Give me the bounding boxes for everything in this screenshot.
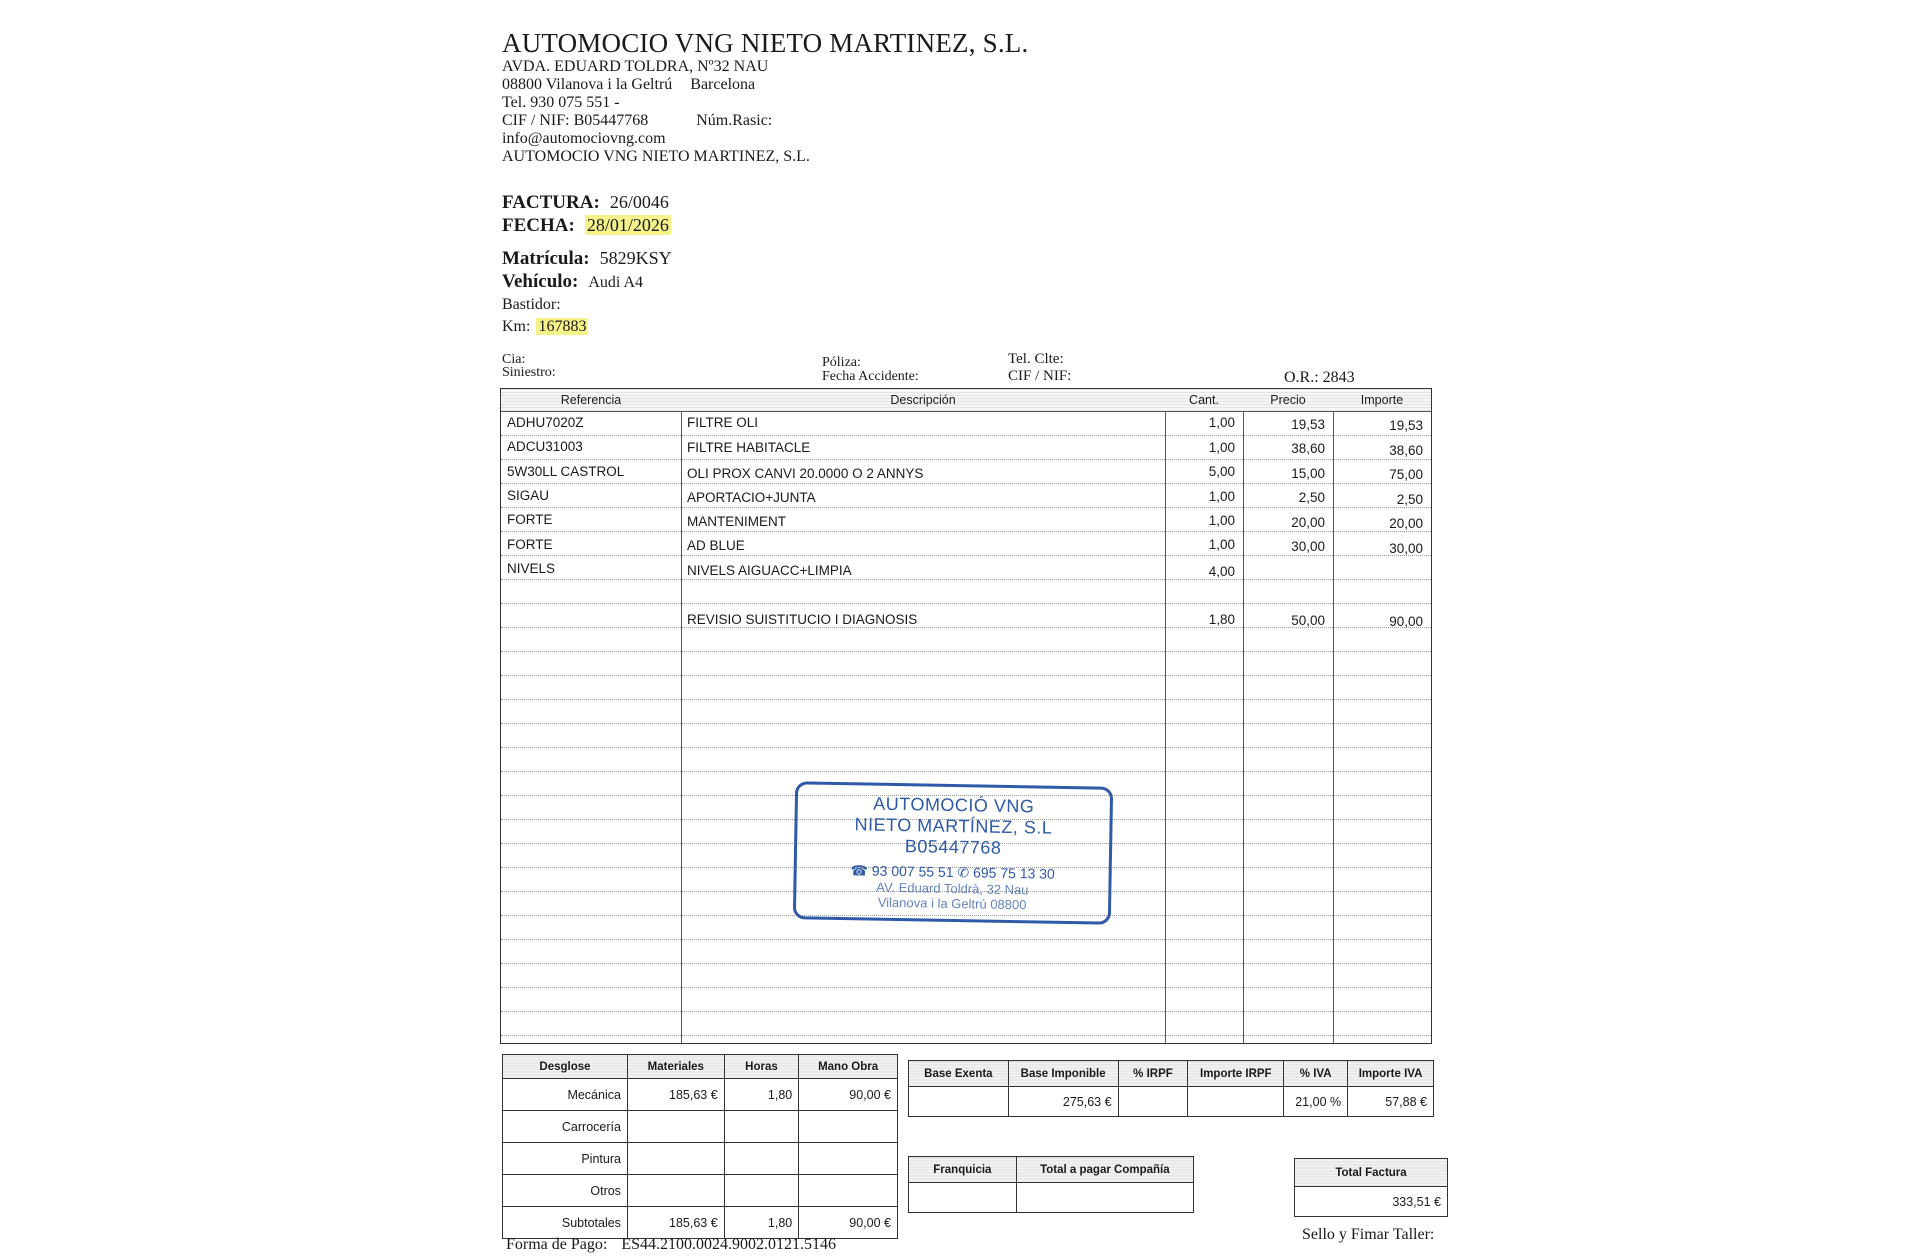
stamp-line: AUTOMOCIÓ VNG (873, 793, 1035, 817)
stamp-line: NIETO MARTÍNEZ, S.L (854, 814, 1053, 838)
row-precio: 50,00 (1291, 613, 1325, 628)
header-importe: Importe (1333, 389, 1431, 412)
row-importe: 20,00 (1389, 516, 1423, 531)
company-province: Barcelona (690, 76, 756, 93)
vehiculo-value: Audi A4 (588, 274, 644, 291)
irpf-header: % IRPF (1118, 1061, 1188, 1087)
total-factura-table (1294, 1158, 1448, 1217)
mano-obra-value (799, 1175, 898, 1207)
row-importe: 90,00 (1389, 614, 1423, 629)
row-importe: 75,00 (1389, 467, 1423, 482)
row-precio: 38,60 (1291, 441, 1325, 456)
row-cant: 5,00 (1208, 464, 1235, 479)
row-guide-line (501, 675, 1431, 676)
row-importe (1333, 585, 1423, 607)
fecha-line (502, 215, 671, 237)
mano-obra-value (799, 1143, 898, 1175)
bastidor-label: Bastidor: (502, 296, 561, 313)
row-desc: AD BLUE (687, 538, 745, 553)
siniestro-label: Siniestro: (502, 365, 556, 380)
materiales-value: 185,63 € (627, 1207, 724, 1239)
row-cant: 1,00 (1208, 489, 1235, 504)
row-ref: SIGAU (507, 488, 550, 503)
row-guide-line (501, 699, 1431, 700)
row-cant: 1,00 (1208, 537, 1235, 552)
header-referencia: Referencia (501, 389, 681, 412)
row-guide-line (501, 1011, 1431, 1012)
header-precio: Precio (1243, 389, 1333, 412)
table-row (503, 1111, 898, 1143)
iva-value: 21,00 % (1284, 1087, 1348, 1117)
desglose-table (502, 1054, 898, 1239)
row-importe: 38,60 (1389, 443, 1423, 458)
table-row (503, 1175, 898, 1207)
row-desc: REVISIO SUISTITUCIO I DIAGNOSIS (687, 612, 918, 627)
row-importe: 2,50 (1396, 492, 1423, 507)
total-compania-header: Total a pagar Compañía (1016, 1157, 1193, 1183)
row-cant: 1,00 (1208, 513, 1235, 528)
poliza-label: Póliza: (822, 355, 861, 370)
desglose-label: Mecánica (503, 1079, 628, 1111)
materiales-value: 185,63 € (627, 1079, 724, 1111)
matricula-line (502, 248, 672, 270)
franquicia-value (909, 1183, 1017, 1213)
importe-irpf-header: Importe IRPF (1188, 1061, 1284, 1087)
franquicia-table (908, 1156, 1194, 1213)
row-precio: 20,00 (1291, 515, 1325, 530)
total-factura-value: 333,51 € (1295, 1187, 1448, 1217)
company-stamp (793, 781, 1113, 925)
mano-obra-value: 90,00 € (799, 1079, 898, 1111)
vehiculo-line (502, 271, 643, 293)
stamp-phones: ☎ 93 007 55 51 ✆ 695 75 13 30 (850, 862, 1055, 882)
row-precio: 30,00 (1291, 539, 1325, 554)
sello-label: Sello y Fimar Taller: (1302, 1226, 1435, 1243)
company-cif: CIF / NIF: B05447768 (502, 112, 649, 129)
header-descripcion: Descripción (681, 389, 1165, 412)
materiales-value (627, 1143, 724, 1175)
company-name: AUTOMOCIO VNG NIETO MARTINEZ, S.L. (502, 28, 1029, 58)
base-exenta-value (909, 1087, 1009, 1117)
iban-value: ES44.2100.0024.9002.0121.5146 (621, 1236, 836, 1253)
base-imponible-value: 275,63 € (1008, 1087, 1118, 1117)
row-desc: NIVELS AIGUACC+LIMPIA (687, 563, 852, 578)
cif-nif-label: CIF / NIF: (1008, 368, 1072, 384)
row-ref: 5W30LL CASTROL (507, 464, 625, 479)
row-precio: 15,00 (1291, 466, 1325, 481)
horas-value (724, 1111, 799, 1143)
table-row (503, 1143, 898, 1175)
franquicia-header: Franquicia (909, 1157, 1017, 1183)
row-precio (1243, 585, 1325, 607)
materiales-value (627, 1111, 724, 1143)
matricula-value: 5829KSY (599, 248, 672, 268)
table-row (503, 1079, 898, 1111)
horas-header: Horas (724, 1055, 799, 1079)
materiales-header: Materiales (627, 1055, 724, 1079)
horas-value (724, 1143, 799, 1175)
factura-label: FACTURA: (502, 192, 600, 213)
row-guide-line (501, 747, 1431, 748)
company-city: 08800 Vilanova i la Geltrú (502, 76, 673, 93)
row-desc: MANTENIMENT (687, 514, 786, 529)
or-number: O.R.: 2843 (1284, 369, 1355, 386)
factura-line (502, 192, 669, 214)
horas-value (724, 1175, 799, 1207)
header-cant: Cant. (1165, 389, 1243, 412)
row-importe (1333, 561, 1423, 583)
row-guide-line (501, 651, 1431, 652)
fecha-label: FECHA: (502, 215, 575, 236)
matricula-label: Matrícula: (502, 248, 590, 269)
row-guide-line (501, 987, 1431, 988)
desglose-header: Desglose (503, 1055, 628, 1079)
importe-iva-header: Importe IVA (1348, 1061, 1434, 1087)
table-row (909, 1183, 1194, 1213)
mano-obra-value (799, 1111, 898, 1143)
row-guide-line (501, 963, 1431, 964)
row-precio: 19,53 (1291, 417, 1325, 432)
base-imponible-header: Base Imponible (1008, 1061, 1118, 1087)
row-desc: FILTRE HABITACLE (687, 440, 811, 455)
row-cant: 4,00 (1208, 564, 1235, 579)
row-cant: 1,00 (1208, 440, 1235, 455)
km-value: 167883 (538, 318, 587, 335)
company-address: AVDA. EDUARD TOLDRA, Nº32 NAU (502, 58, 769, 75)
base-exenta-header: Base Exenta (909, 1061, 1009, 1087)
forma-pago-line (506, 1236, 836, 1254)
forma-pago-label: Forma de Pago: (506, 1236, 608, 1253)
row-desc: FILTRE OLI (687, 415, 759, 430)
materiales-value (627, 1175, 724, 1207)
desglose-label: Otros (503, 1175, 628, 1207)
row-importe: 30,00 (1389, 541, 1423, 556)
factura-number: 26/0046 (609, 192, 669, 212)
subtotales-label: Subtotales (503, 1207, 628, 1239)
company-num-rasic: Núm.Rasic: (696, 112, 773, 129)
row-importe: 19,53 (1389, 418, 1423, 433)
km-label: Km: (502, 318, 531, 335)
row-ref: FORTE (507, 512, 553, 527)
row-desc: OLI PROX CANVI 20.0000 O 2 ANNYS (687, 466, 924, 481)
row-precio: 2,50 (1298, 490, 1325, 505)
company-email: info@automociovng.com (502, 130, 666, 147)
items-table (500, 388, 1432, 1044)
table-row (909, 1087, 1434, 1117)
horas-value: 1,80 (724, 1207, 799, 1239)
row-ref: NIVELS (507, 561, 556, 576)
fecha-accidente-label: Fecha Accidente: (822, 369, 919, 384)
row-ref: ADHU7020Z (507, 415, 584, 430)
company-tel: Tel. 930 075 551 - (502, 94, 620, 111)
table-row (503, 1207, 898, 1239)
vehiculo-label: Vehículo: (502, 271, 579, 292)
km-line (502, 318, 588, 336)
iva-header: % IVA (1284, 1061, 1348, 1087)
cia-label: Cia: (502, 352, 526, 367)
total-factura-header: Total Factura (1295, 1159, 1448, 1187)
tel-clte-label: Tel. Clte: (1008, 351, 1064, 367)
row-cant: 1,80 (1208, 612, 1235, 627)
fecha-value: 28/01/2026 (586, 215, 669, 235)
stamp-line: B05447768 (904, 836, 1002, 858)
row-cant (1165, 585, 1235, 607)
col-divider (1333, 389, 1334, 1043)
taxes-table (908, 1060, 1434, 1117)
stamp-line: Vilanova i la Geltrú 08800 (877, 894, 1027, 913)
irpf-value (1118, 1087, 1188, 1117)
desglose-label: Pintura (503, 1143, 628, 1175)
row-guide-line (501, 723, 1431, 724)
desglose-label: Carrocería (503, 1111, 628, 1143)
horas-value: 1,80 (724, 1079, 799, 1111)
row-guide-line (501, 939, 1431, 940)
row-ref: FORTE (507, 537, 553, 552)
row-cant: 1,00 (1208, 415, 1235, 430)
company-cif-line (502, 112, 772, 129)
row-desc: APORTACIO+JUNTA (687, 490, 816, 505)
importe-iva-value: 57,88 € (1348, 1087, 1434, 1117)
total-compania-value (1016, 1183, 1193, 1213)
row-guide-line (501, 771, 1431, 772)
row-precio (1243, 561, 1325, 583)
row-ref: ADCU31003 (507, 439, 583, 454)
row-guide-line (501, 1035, 1431, 1036)
importe-irpf-value (1188, 1087, 1284, 1117)
company-name-secondary: AUTOMOCIO VNG NIETO MARTINEZ, S.L. (502, 148, 810, 165)
mano-obra-value: 90,00 € (799, 1207, 898, 1239)
mano-obra-header: Mano Obra (799, 1055, 898, 1079)
company-postal (502, 76, 755, 93)
stamp-line: AV. Eduard Toldrà, 32 Nau (876, 879, 1029, 898)
col-divider (681, 389, 682, 1043)
